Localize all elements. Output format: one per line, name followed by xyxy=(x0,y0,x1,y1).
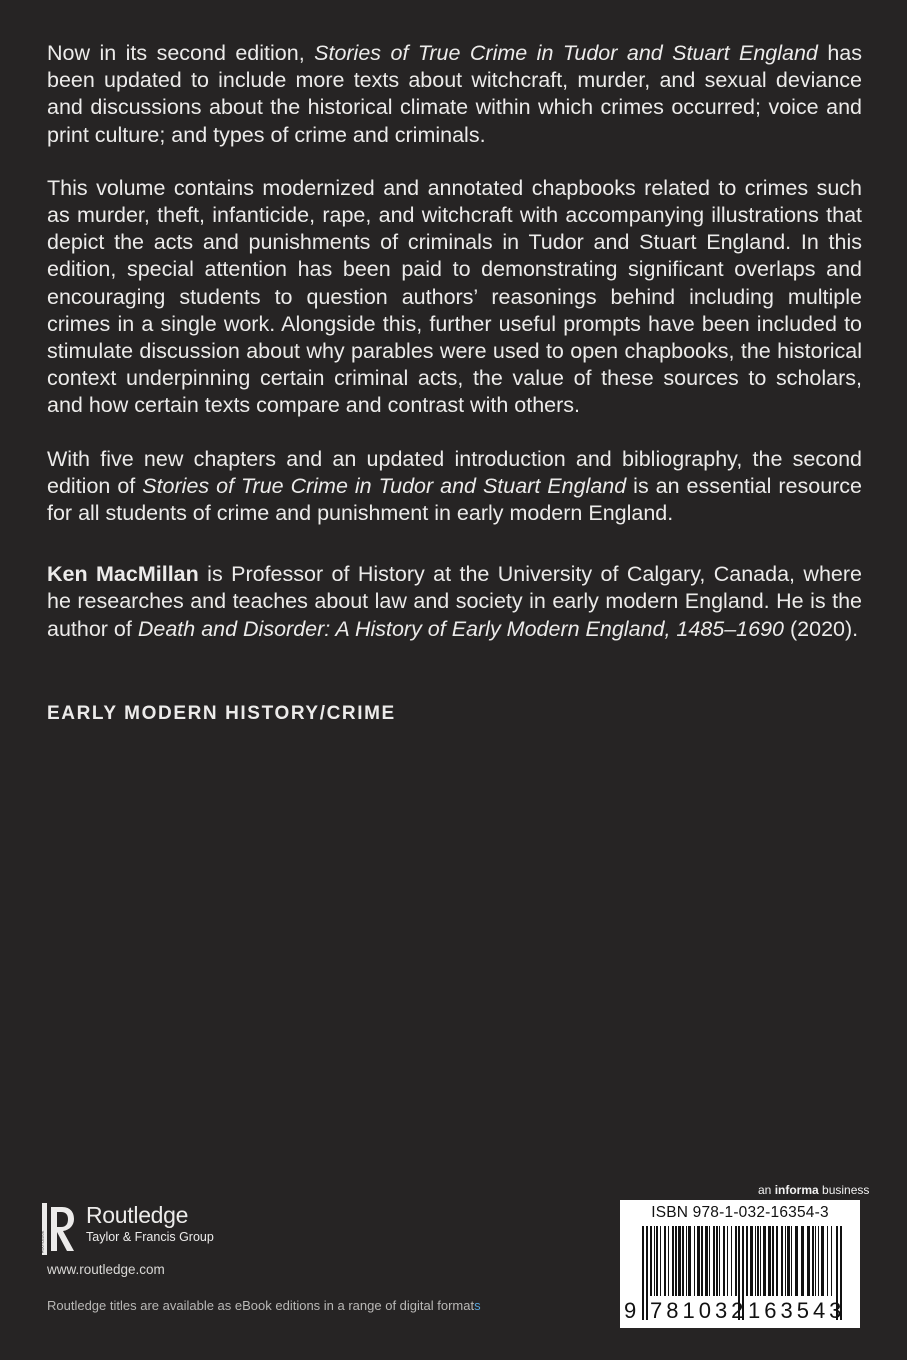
informa-prefix: an xyxy=(758,1183,775,1197)
blurb-text: With five new chapters and an updated introduction and bibliography, the second edition of xyxy=(47,446,862,498)
ebook-note xyxy=(47,1298,481,1313)
informa-suffix: business xyxy=(818,1183,870,1197)
svg-text:ROUTLEDGE: ROUTLEDGE xyxy=(40,1230,45,1253)
publisher-url[interactable]: www.routledge.com xyxy=(47,1262,165,1277)
ebook-note-text-end: s xyxy=(474,1298,481,1313)
blurb-text: is an essential resource for all students of crime and punishment in early modern England. xyxy=(47,473,863,526)
blurb-paragraph-2: This volume contains modernized and annotated chapbooks related to crimes such as murder, theft, infanticide, rape, and witchcraft with accompanying illustrations that depict the acts and punishments of criminals in Tudor and Stuart England. In this edition, special attention has been paid to demonstrating significant overlaps and encouraging students to question authors’ reasonings behind including multiple crimes in a single work. Alongside this, further useful prompts have been included to stimulate discussion about why parables were used to open chapbooks, the historical context underpinning certain criminal acts, the value of these sources to scholars, and how certain texts compare and contrast with others. xyxy=(47,175,862,418)
barcode-digits-right: 163543 xyxy=(748,1298,846,1323)
ebook-note-text: Routledge titles are available as eBook editions in a range of digital format xyxy=(47,1298,475,1313)
bio-text: is Professor of History at the University of Calgary, Canada, where he researches and teaches about law and society in early modern England. He is the author of xyxy=(47,562,862,641)
blurb-text: Now in its second edition, xyxy=(47,41,315,65)
book-title: Stories of True Crime in Tudor and Stuart England xyxy=(142,473,627,498)
publisher-name: Routledge xyxy=(86,1202,189,1228)
informa-brand: informa xyxy=(774,1183,819,1197)
routledge-r-icon xyxy=(42,1203,76,1255)
routledge-logo xyxy=(42,1203,214,1255)
informa-tagline xyxy=(758,1183,869,1197)
author-book-title: Death and Disorder: A History of Early Modern England, 1485–1690 xyxy=(137,616,785,641)
isbn-label: ISBN 978-1-032-16354-3 xyxy=(651,1204,829,1221)
blurb-text: has been updated to include more texts about witchcraft, murder, and sexual deviance and discussions about the historical climate within which crimes occurred; voice and print culture; and types of crime and criminals. xyxy=(47,41,862,147)
barcode-digit-lead: 9 xyxy=(624,1298,637,1323)
isbn-barcode xyxy=(620,1200,860,1328)
blurb-paragraph-3 xyxy=(47,446,862,528)
back-cover-blurb xyxy=(47,40,862,669)
barcode-digits-left: 781032 xyxy=(650,1298,748,1323)
bio-text: (2020). xyxy=(784,616,859,641)
author-bio xyxy=(47,561,862,643)
publisher-group: Taylor & Francis Group xyxy=(86,1230,214,1244)
subject-category: EARLY MODERN HISTORY/CRIME xyxy=(47,703,396,724)
author-name: Ken MacMillan xyxy=(47,562,199,587)
book-title: Stories of True Crime in Tudor and Stuart England xyxy=(314,41,818,65)
blurb-paragraph-1 xyxy=(47,40,862,149)
